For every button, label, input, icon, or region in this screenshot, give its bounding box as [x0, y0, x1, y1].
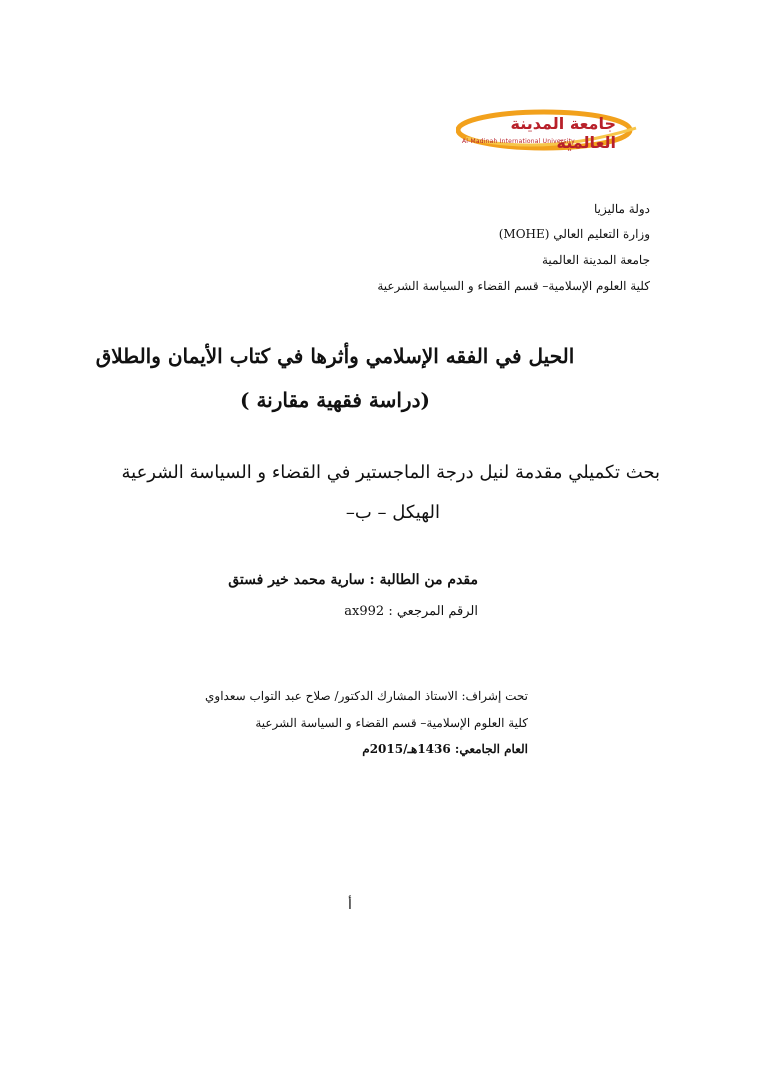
- logo-english-name: Al-Madinah International University: [462, 138, 575, 145]
- degree-statement: بحث تكميلي مقدمة لنيل درجة الماجستير في القضاء و السياسة الشرعية: [121, 462, 660, 483]
- page-number: أ: [348, 897, 352, 913]
- header-country: دولة ماليزيا: [593, 202, 650, 216]
- university-logo: [456, 108, 646, 158]
- header-ministry: وزارة التعليم العالي (MOHE): [498, 227, 650, 241]
- student-name: مقدم من الطالبة : سارية محمد خير فستق: [228, 572, 478, 588]
- faculty-department: كلية العلوم الإسلامية– قسم القضاء و السياسة الشرعية: [255, 716, 528, 730]
- supervisor: تحت إشراف: الاستاذ المشارك الدكتور/ صلاح عبد التواب سعداوي: [205, 689, 528, 703]
- thesis-title: الحيل في الفقه الإسلامي وأثرها في كتاب الأيمان والطلاق: [95, 344, 575, 368]
- header-university: جامعة المدينة العالمية: [541, 253, 650, 267]
- thesis-title-subline: (دراسة فقهية مقارنة ): [240, 388, 430, 412]
- logo-arabic-name: جامعة المدينة العالمية: [510, 114, 616, 152]
- header-faculty: كلية العلوم الإسلامية– قسم القضاء و السياسة الشرعية: [377, 279, 650, 293]
- academic-year: العام الجامعي: 1436هـ/2015م: [362, 742, 528, 756]
- reference-number: الرقم المرجعي : ax992: [344, 604, 478, 619]
- program-structure: الهيكل – ب–: [345, 502, 440, 523]
